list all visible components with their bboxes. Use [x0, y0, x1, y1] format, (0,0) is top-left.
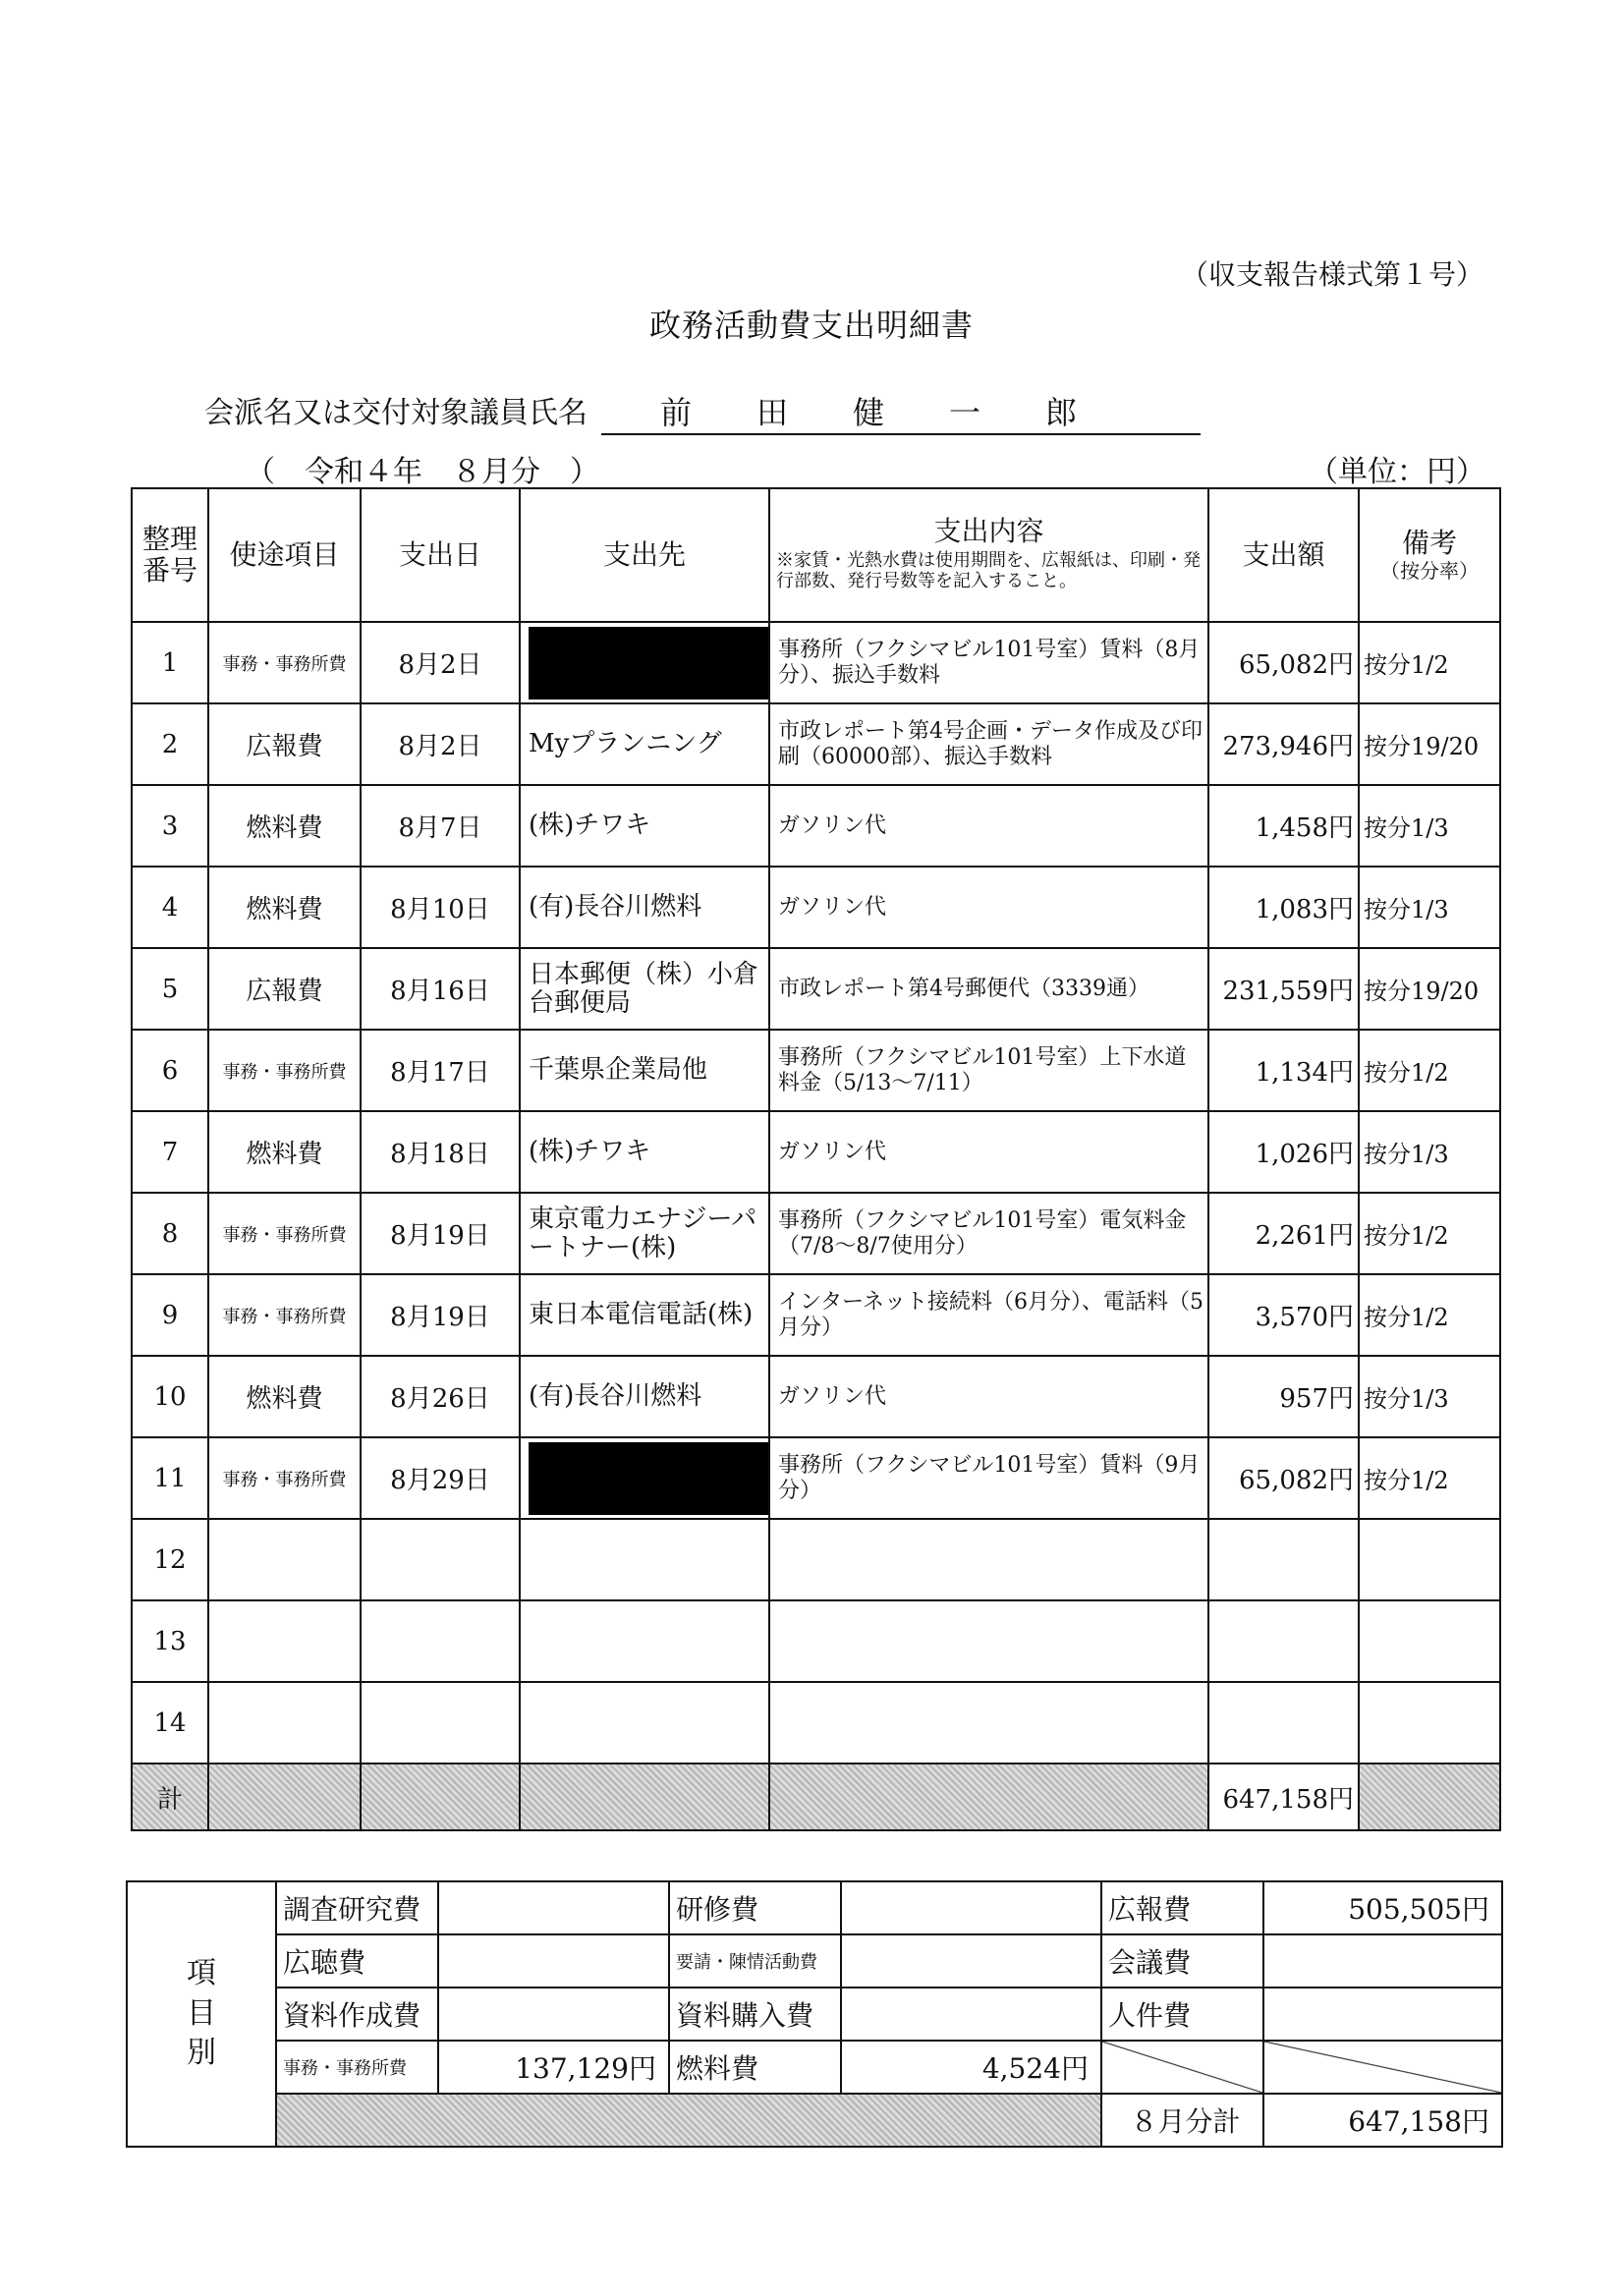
row-date: 8月10日 [361, 867, 520, 948]
form-number: （収支報告様式第１号） [1180, 258, 1483, 291]
row-remark [1359, 1682, 1500, 1764]
table-row [132, 867, 1500, 948]
table-row [132, 785, 1500, 867]
row-category: 燃料費 [208, 1111, 361, 1193]
table-row [132, 1356, 1500, 1437]
row-date: 8月7日 [361, 785, 520, 867]
document-title: 政務活動費支出明細書 [648, 307, 974, 344]
row-date: 8月29日 [361, 1437, 520, 1519]
row-number: 1 [132, 622, 208, 703]
research-value [438, 1881, 669, 1934]
row-amount: 1,458円 [1208, 785, 1359, 867]
row-content [769, 1682, 1208, 1764]
row-number: 10 [132, 1356, 208, 1437]
shaded-cell [208, 1764, 361, 1830]
row-category: 事務・事務所費 [208, 1274, 361, 1356]
petition-value [841, 1934, 1101, 1988]
row-remark: 按分1/2 [1359, 1274, 1500, 1356]
diagonal-cell [1101, 2041, 1263, 2094]
row-payee [520, 1519, 769, 1600]
materials-creation-value [438, 1988, 669, 2041]
shaded-cell [1359, 1764, 1500, 1830]
row-date: 8月26日 [361, 1356, 520, 1437]
row-category: 広報費 [208, 948, 361, 1030]
table-row [132, 948, 1500, 1030]
row-amount: 273,946円 [1208, 703, 1359, 785]
shaded-cell [361, 1764, 520, 1830]
row-remark: 按分1/2 [1359, 1437, 1500, 1519]
row-payee: 日本郵便（株）小倉台郵便局 [520, 948, 769, 1030]
diagonal-cell [1263, 2041, 1502, 2094]
row-number: 6 [132, 1030, 208, 1111]
row-payee: (株)チワキ [520, 785, 769, 867]
row-category: 燃料費 [208, 785, 361, 867]
row-content: 市政レポート第4号郵便代（3339通） [769, 948, 1208, 1030]
row-content: ガソリン代 [769, 867, 1208, 948]
row-content [769, 1519, 1208, 1600]
row-remark: 按分1/2 [1359, 1193, 1500, 1274]
row-number: 8 [132, 1193, 208, 1274]
table-row [132, 1193, 1500, 1274]
meeting-label: 会議費 [1101, 1934, 1263, 1988]
summary-side-text: 項目別 [187, 1956, 216, 2071]
row-category [208, 1682, 361, 1764]
row-content: 市政レポート第4号企画・データ作成及び印刷（60000部）、振込手数料 [769, 703, 1208, 785]
row-amount: 1,026円 [1208, 1111, 1359, 1193]
row-remark: 按分1/3 [1359, 1356, 1500, 1437]
row-date: 8月18日 [361, 1111, 520, 1193]
hearing-value [438, 1934, 669, 1988]
row-date: 8月19日 [361, 1193, 520, 1274]
shaded-summary-cell [276, 2094, 1101, 2147]
row-number: 9 [132, 1274, 208, 1356]
header-number: 整理番号 [132, 488, 208, 622]
row-amount: 3,570円 [1208, 1274, 1359, 1356]
row-remark: 按分1/3 [1359, 1111, 1500, 1193]
row-payee: 千葉県企業局他 [520, 1030, 769, 1111]
row-content: 事務所（フクシマビル101号室）上下水道料金（5/13〜7/11） [769, 1030, 1208, 1111]
header-payee: 支出先 [520, 488, 769, 622]
row-category [208, 1519, 361, 1600]
table-row [132, 622, 1500, 703]
row-date: 8月17日 [361, 1030, 520, 1111]
redaction-block [529, 627, 770, 700]
row-payee: Myプランニング [520, 703, 769, 785]
shaded-cell [520, 1764, 769, 1830]
row-date: 8月16日 [361, 948, 520, 1030]
materials-purchase-value [841, 1988, 1101, 2041]
row-remark [1359, 1519, 1500, 1600]
header-remark [1359, 488, 1500, 622]
row-amount [1208, 1600, 1359, 1682]
row-payee [520, 622, 769, 703]
pr-value: 505,505円 [1263, 1881, 1502, 1934]
row-payee: (株)チワキ [520, 1111, 769, 1193]
row-content: ガソリン代 [769, 785, 1208, 867]
row-category: 燃料費 [208, 1356, 361, 1437]
row-category [208, 1600, 361, 1682]
personnel-label: 人件費 [1101, 1988, 1263, 2041]
row-payee [520, 1437, 769, 1519]
row-number: 13 [132, 1600, 208, 1682]
header-row [132, 488, 1500, 622]
row-number: 11 [132, 1437, 208, 1519]
table-row [132, 1274, 1500, 1356]
row-payee: 東京電力エナジーパートナー(株) [520, 1193, 769, 1274]
research-label: 調査研究費 [276, 1881, 438, 1934]
row-amount: 65,082円 [1208, 622, 1359, 703]
meeting-value [1263, 1934, 1502, 1988]
row-number: 2 [132, 703, 208, 785]
row-amount: 1,083円 [1208, 867, 1359, 948]
row-remark: 按分19/20 [1359, 703, 1500, 785]
table-row [132, 1111, 1500, 1193]
total-row [132, 1764, 1500, 1830]
hearing-label: 広聴費 [276, 1934, 438, 1988]
header-category: 使途項目 [208, 488, 361, 622]
shaded-cell [769, 1764, 1208, 1830]
category-summary-table [126, 1880, 1503, 2148]
row-payee: (有)長谷川燃料 [520, 1356, 769, 1437]
row-amount: 231,559円 [1208, 948, 1359, 1030]
table-row [132, 1600, 1500, 1682]
row-date [361, 1682, 520, 1764]
header-date: 支出日 [361, 488, 520, 622]
row-content: インターネット接続料（6月分）、電話料（5月分） [769, 1274, 1208, 1356]
training-label: 研修費 [669, 1881, 841, 1934]
row-date: 8月19日 [361, 1274, 520, 1356]
table-row [132, 1030, 1500, 1111]
row-remark: 按分19/20 [1359, 948, 1500, 1030]
row-date: 8月2日 [361, 622, 520, 703]
row-amount [1208, 1519, 1359, 1600]
row-amount: 1,134円 [1208, 1030, 1359, 1111]
header-remark-title: 備考 [1401, 527, 1457, 560]
row-number: 12 [132, 1519, 208, 1600]
row-amount: 2,261円 [1208, 1193, 1359, 1274]
pr-label: 広報費 [1101, 1881, 1263, 1934]
row-number: 4 [132, 867, 208, 948]
redaction-block [529, 1442, 770, 1515]
header-amount: 支出額 [1208, 488, 1359, 622]
unit-label: （単位：円） [1309, 455, 1485, 489]
member-name: 前田健一郎 [601, 388, 1201, 435]
training-value [841, 1881, 1101, 1934]
row-category: 事務・事務所費 [208, 1437, 361, 1519]
materials-purchase-label: 資料購入費 [669, 1988, 841, 2041]
row-remark: 按分1/2 [1359, 622, 1500, 703]
member-name-label: 会派名又は交付対象議員氏名 [204, 396, 588, 430]
petition-label: 要請・陳情活動費 [669, 1934, 841, 1988]
personnel-value [1263, 1988, 1502, 2041]
table-row [132, 1519, 1500, 1600]
header-content [769, 488, 1208, 622]
expense-table [131, 487, 1501, 1831]
row-content: 事務所（フクシマビル101号室）電気料金（7/8〜8/7使用分） [769, 1193, 1208, 1274]
month-total-value: 647,158円 [1263, 2094, 1502, 2147]
table-row [132, 1682, 1500, 1764]
row-content: 事務所（フクシマビル101号室）賃料（9月分） [769, 1437, 1208, 1519]
row-payee [520, 1600, 769, 1682]
fuel-label: 燃料費 [669, 2041, 841, 2094]
row-payee: (有)長谷川燃料 [520, 867, 769, 948]
row-number: 3 [132, 785, 208, 867]
header-content-note: ※家賃・光熱水費は使用期間を、広報紙は、印刷・発行部数、発行号数等を記入すること。 [776, 549, 1201, 592]
row-number: 14 [132, 1682, 208, 1764]
total-amount: 647,158円 [1208, 1764, 1359, 1830]
office-value: 137,129円 [438, 2041, 669, 2094]
row-content [769, 1600, 1208, 1682]
fuel-value: 4,524円 [841, 2041, 1101, 2094]
office-label: 事務・事務所費 [276, 2041, 438, 2094]
row-amount: 65,082円 [1208, 1437, 1359, 1519]
row-content: ガソリン代 [769, 1356, 1208, 1437]
row-category: 事務・事務所費 [208, 1030, 361, 1111]
row-content: ガソリン代 [769, 1111, 1208, 1193]
table-row [132, 1437, 1500, 1519]
row-remark: 按分1/3 [1359, 785, 1500, 867]
row-date [361, 1519, 520, 1600]
row-remark: 按分1/2 [1359, 1030, 1500, 1111]
row-category: 事務・事務所費 [208, 1193, 361, 1274]
row-date [361, 1600, 520, 1682]
row-remark [1359, 1600, 1500, 1682]
row-amount: 957円 [1208, 1356, 1359, 1437]
row-category: 事務・事務所費 [208, 622, 361, 703]
header-content-title: 支出内容 [933, 515, 1044, 548]
reporting-period: （ 令和４年 ８月分 ） [246, 455, 599, 489]
materials-creation-label: 資料作成費 [276, 1988, 438, 2041]
row-number: 5 [132, 948, 208, 1030]
row-payee: 東日本電信電話(株) [520, 1274, 769, 1356]
row-category: 燃料費 [208, 867, 361, 948]
row-remark: 按分1/3 [1359, 867, 1500, 948]
month-total-label: ８月分計 [1101, 2094, 1263, 2147]
row-content: 事務所（フクシマビル101号室）賃料（8月分）、振込手数料 [769, 622, 1208, 703]
table-row [132, 703, 1500, 785]
row-number: 7 [132, 1111, 208, 1193]
row-date: 8月2日 [361, 703, 520, 785]
total-label: 計 [132, 1764, 208, 1830]
summary-side-label [127, 1881, 276, 2147]
row-payee [520, 1682, 769, 1764]
row-category: 広報費 [208, 703, 361, 785]
header-remark-sub: （按分率） [1380, 558, 1479, 583]
row-amount [1208, 1682, 1359, 1764]
